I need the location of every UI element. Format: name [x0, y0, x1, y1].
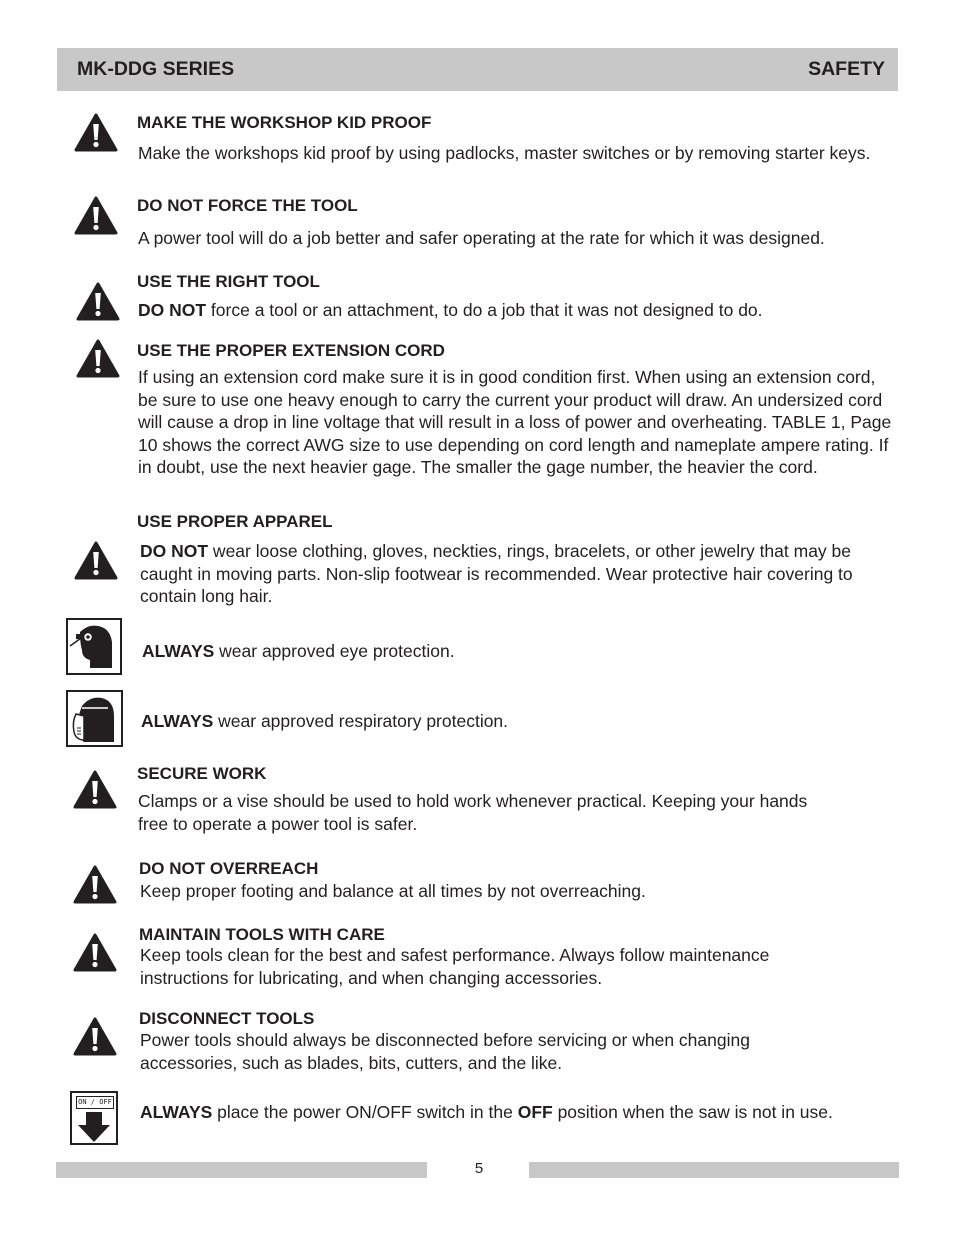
- warning-triangle-icon: [73, 933, 117, 973]
- section-title: SAFETY: [808, 58, 885, 80]
- eye-protection-icon: [66, 618, 122, 675]
- section-text-overreach: Keep proper footing and balance at all times by not overreaching.: [140, 881, 646, 901]
- section-heading-kid-proof: MAKE THE WORKSHOP KID PROOF: [137, 113, 432, 132]
- section-heading-maintain-tools: MAINTAIN TOOLS WITH CARE: [139, 925, 385, 944]
- warning-triangle-icon: [74, 541, 118, 581]
- warning-triangle-icon: [73, 1017, 117, 1057]
- warning-triangle-icon: [76, 282, 120, 322]
- section-text-secure-work: Clamps or a vise should be used to hold work whenever practical. Keeping your hands free to operate a power tool is safer.: [138, 791, 808, 834]
- section-heading-apparel: USE PROPER APPAREL: [137, 512, 333, 531]
- footer-bar-left: [56, 1162, 427, 1178]
- body-text: wear approved eye protection.: [214, 641, 455, 661]
- body-text-end: position when the saw is not in use.: [552, 1102, 833, 1122]
- body-text: wear approved respiratory protection.: [213, 711, 509, 731]
- section-text-maintain-tools: Keep tools clean for the best and safest performance. Always follow maintenance instructions for lubricating, and when changing accessories.: [140, 945, 770, 988]
- warning-triangle-icon: [74, 113, 118, 153]
- warning-triangle-icon: [76, 339, 120, 379]
- emphasis: ALWAYS: [141, 711, 214, 731]
- body-text: wear loose clothing, gloves, neckties, rings, bracelets, or other jewelry that may be caught in moving parts. Non-slip footwear is recommended. Wear protective hair covering to contain long hair.: [140, 541, 853, 606]
- warning-triangle-icon: [74, 196, 118, 236]
- section-text-eye-protection: [142, 640, 897, 663]
- body-text: force a tool or an attachment, to do a job that it was not designed to do.: [206, 300, 763, 320]
- section-heading-disconnect: DISCONNECT TOOLS: [139, 1009, 315, 1028]
- emphasis: DO NOT: [140, 541, 209, 561]
- section-heading-right-tool: USE THE RIGHT TOOL: [137, 272, 320, 291]
- section-text-right-tool: [138, 299, 893, 322]
- section-text-disconnect: Power tools should always be disconnected before servicing or when changing accessories, such as blades, bits, cutters, and the like.: [140, 1030, 750, 1073]
- section-text-switch-off: [140, 1101, 895, 1124]
- respirator-icon: [66, 690, 123, 747]
- page-header: [57, 48, 898, 91]
- section-heading-do-not-force: DO NOT FORCE THE TOOL: [137, 196, 358, 215]
- section-heading-overreach: DO NOT OVERREACH: [139, 859, 319, 878]
- footer-bar-right: [529, 1162, 899, 1178]
- emphasis: ALWAYS: [142, 641, 215, 661]
- section-text-extension-cord: If using an extension cord make sure it is in good condition first. When using an extension cord, be sure to use one heavy enough to carry the current your product will draw. An undersized cord will cause a drop in line voltage that will result in a loss of power and overheating. TABLE 1, Page 10 shows the correct AWG size to use depending on cord length and nameplate ampere rating. If in doubt, use the next heavier gage. The smaller the gage number, the heavier the cord.: [138, 367, 892, 477]
- emphasis: DO NOT: [138, 300, 207, 320]
- switch-label: ON / OFF: [76, 1096, 114, 1109]
- emphasis-off: OFF: [517, 1102, 553, 1122]
- page-number: 5: [474, 1160, 484, 1177]
- body-text: place the power ON/OFF switch in the: [212, 1102, 518, 1122]
- series-title: MK-DDG SERIES: [77, 58, 235, 80]
- section-text-do-not-force: A power tool will do a job better and safer operating at the rate for which it was designed.: [138, 228, 825, 248]
- section-text-kid-proof: Make the workshops kid proof by using padlocks, master switches or by removing starter keys.: [138, 143, 871, 163]
- section-heading-extension-cord: USE THE PROPER EXTENSION CORD: [137, 341, 445, 360]
- section-text-apparel: [140, 540, 895, 608]
- on-off-switch-icon: [70, 1091, 118, 1145]
- warning-triangle-icon: [73, 770, 117, 810]
- section-heading-secure-work: SECURE WORK: [137, 764, 267, 783]
- section-text-respiratory: [141, 710, 896, 733]
- emphasis: ALWAYS: [140, 1102, 213, 1122]
- warning-triangle-icon: [73, 865, 117, 905]
